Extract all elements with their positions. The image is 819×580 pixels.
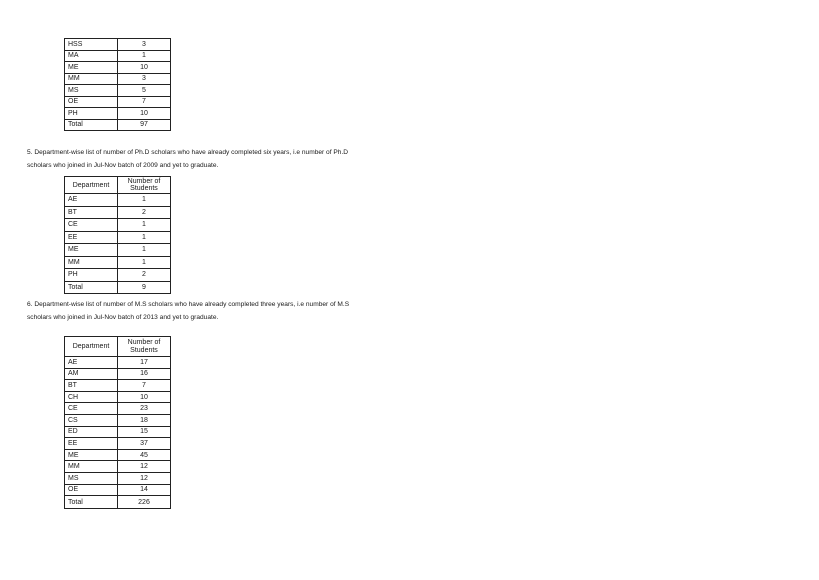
header-number-of-students: Number of Students [118,177,171,194]
dept-cell: OE [65,484,118,496]
total-value: 226 [118,496,171,509]
dept-cell: CH [65,391,118,403]
dept-cell: AE [65,194,118,207]
dept-cell: MM [65,256,118,269]
table-row [65,414,171,426]
table-row [65,96,171,108]
dept-cell: MM [65,73,118,85]
table-row [65,73,171,85]
table-row [65,108,171,120]
table-phd-continued [64,38,171,131]
count-cell: 3 [118,39,171,51]
table-row [65,438,171,450]
total-row [65,496,171,509]
table-row [65,50,171,62]
header-department: Department [65,337,118,357]
total-row [65,281,171,294]
total-label: Total [65,281,118,294]
dept-cell: OE [65,96,118,108]
count-cell: 12 [118,472,171,484]
table-row [65,206,171,219]
count-cell: 2 [118,269,171,282]
table-row [65,85,171,97]
header-number-of-students: Number of Students [118,337,171,357]
table-row [65,219,171,232]
count-cell: 18 [118,414,171,426]
section5-line1: 5. Department-wise list of number of Ph.D scholars who have already completed six years, i.e number of Ph.D [27,149,349,156]
count-cell: 45 [118,449,171,461]
section6-line2: scholars who joined in Jul-Nov batch of 2013 and yet to graduate. [27,314,219,321]
section6-description [27,298,447,324]
table-row [65,244,171,257]
dept-cell: PH [65,108,118,120]
total-label: Total [65,496,118,509]
dept-cell: CS [65,414,118,426]
table-row [65,368,171,380]
table1-body [65,39,171,131]
table-row [65,380,171,392]
count-cell: 5 [118,85,171,97]
count-cell: 1 [118,219,171,232]
section5-line2: scholars who joined in Jul-Nov batch of 2009 and yet to graduate. [27,162,219,169]
header-row [65,337,171,357]
header-department: Department [65,177,118,194]
total-value: 97 [118,119,171,131]
count-cell: 10 [118,391,171,403]
table-ms-three-years [64,336,171,509]
total-label: Total [65,119,118,131]
count-cell: 1 [118,231,171,244]
dept-cell: EE [65,438,118,450]
dept-cell: MS [65,472,118,484]
table-row [65,484,171,496]
dept-cell: MA [65,50,118,62]
dept-cell: PH [65,269,118,282]
dept-cell: BT [65,206,118,219]
table-row [65,39,171,51]
table-row [65,194,171,207]
count-cell: 7 [118,96,171,108]
table-row [65,391,171,403]
total-value: 9 [118,281,171,294]
count-cell: 1 [118,256,171,269]
count-cell: 3 [118,73,171,85]
dept-cell: ME [65,62,118,74]
table-row [65,256,171,269]
dept-cell: CE [65,403,118,415]
dept-cell: MS [65,85,118,97]
count-cell: 15 [118,426,171,438]
count-cell: 23 [118,403,171,415]
count-cell: 1 [118,50,171,62]
table3-body [65,337,171,509]
dept-cell: ME [65,244,118,257]
table-row [65,426,171,438]
count-cell: 10 [118,62,171,74]
total-row [65,119,171,131]
dept-cell: EE [65,231,118,244]
dept-cell: CE [65,219,118,232]
count-cell: 7 [118,380,171,392]
dept-cell: ED [65,426,118,438]
dept-cell: AE [65,357,118,369]
dept-cell: ME [65,449,118,461]
header-row [65,177,171,194]
table-row [65,357,171,369]
table2-body [65,177,171,294]
count-cell: 2 [118,206,171,219]
section6-line1: 6. Department-wise list of number of M.S scholars who have already completed three years, i.e number of M.S [27,301,350,308]
table-row [65,403,171,415]
count-cell: 1 [118,194,171,207]
table-row [65,62,171,74]
table-phd-six-years [64,176,171,294]
count-cell: 1 [118,244,171,257]
dept-cell: HSS [65,39,118,51]
table-row [65,461,171,473]
table-row [65,449,171,461]
dept-cell: AM [65,368,118,380]
count-cell: 37 [118,438,171,450]
count-cell: 16 [118,368,171,380]
count-cell: 12 [118,461,171,473]
dept-cell: BT [65,380,118,392]
count-cell: 17 [118,357,171,369]
section5-description [27,146,447,172]
count-cell: 10 [118,108,171,120]
table-row [65,231,171,244]
table-row [65,472,171,484]
dept-cell: MM [65,461,118,473]
count-cell: 14 [118,484,171,496]
table-row [65,269,171,282]
